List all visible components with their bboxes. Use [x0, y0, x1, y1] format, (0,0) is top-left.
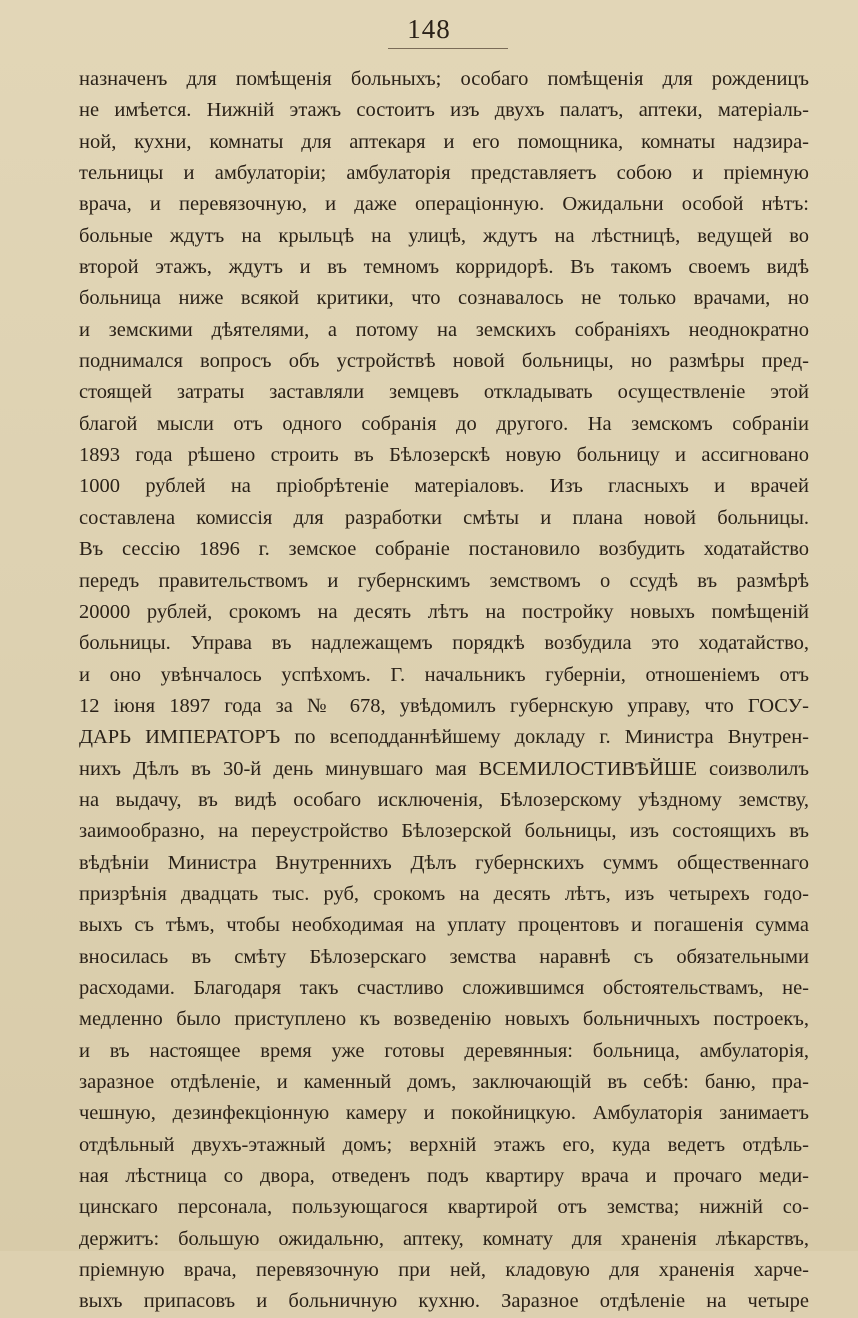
- text-line: больницы. Управа въ надлежащемъ порядкѣ возбудила это ходатайство,: [79, 632, 809, 655]
- text-line: вѣдѣніи Министра Внутреннихъ Дѣлъ губернскихъ суммъ общественнаго: [79, 851, 809, 874]
- text-line: ная лѣстница со двора, отведенъ подъ квартиру врача и прочаго меди-: [79, 1165, 809, 1188]
- text-line: заразное отдѣленіе, и каменный домъ, заключающій въ себѣ: баню, пра-: [79, 1071, 809, 1093]
- text-line: заимообразно, на переустройство Бѣлозерской больницы, изъ состоящихъ въ: [79, 820, 809, 843]
- text-line: медленно было приступлено къ возведенію новыхъ больничныхъ построекъ,: [79, 1008, 809, 1031]
- text-line: 12 іюня 1897 года за № 678, увѣдомилъ губернскую управу, что ГОСУ-: [79, 694, 809, 717]
- text-line: стоящей затраты заставляли земцевъ откладывать осуществленіе этой: [79, 381, 809, 404]
- text-line: 1000 рублей на пріобрѣтеніе матеріаловъ. Изъ гласныхъ и врачей: [79, 475, 809, 498]
- text-line: больные ждутъ на крыльцѣ на улицѣ, ждутъ на лѣстницѣ, ведущей во: [79, 224, 809, 247]
- text-line: передъ правительствомъ и губернскимъ земствомъ о ссудѣ въ размѣрѣ: [79, 569, 809, 592]
- text-line: держитъ: большую ожидальню, аптеку, комнату для храненія лѣкарствъ,: [79, 1227, 809, 1250]
- header-rule: [388, 48, 508, 49]
- body-text: [79, 64, 809, 1318]
- text-line: выхъ припасовъ и больничную кухню. Заразное отдѣленіе на четыре: [79, 1290, 809, 1313]
- text-line: нихъ Дѣлъ въ 30-й день минувшаго мая ВСЕМИЛОСТИВѢЙШЕ соизволилъ: [79, 757, 809, 780]
- text-line: выхъ съ тѣмъ, чтобы необходимая на уплату процентовъ и погашенія сумма: [79, 914, 809, 937]
- text-line: поднимался вопросъ объ устройствѣ новой больницы, но размѣры пред-: [79, 350, 809, 373]
- text-line: расходами. Благодаря такъ счастливо сложившимся обстоятельствамъ, не-: [79, 976, 809, 999]
- text-line: тельницы и амбулаторіи; амбулаторія представляетъ собою и пріемную: [79, 162, 809, 185]
- text-line: и оно увѣнчалось успѣхомъ. Г. начальникъ губерніи, отношеніемъ отъ: [79, 663, 809, 686]
- text-line: пріемную врача, перевязочную при ней, кладовую для храненія харче-: [79, 1259, 809, 1282]
- text-line: Въ сессію 1896 г. земское собраніе постановило возбудить ходатайство: [79, 538, 809, 561]
- text-line: цинскаго персонала, пользующагося квартирой отъ земства; нижній со-: [79, 1196, 809, 1219]
- text-line: чешную, дезинфекціонную камеру и покойницкую. Амбулаторія занимаетъ: [79, 1102, 809, 1125]
- text-line: второй этажъ, ждутъ и въ темномъ корридорѣ. Въ такомъ своемъ видѣ: [79, 256, 809, 279]
- text-line: вносилась въ смѣту Бѣлозерскаго земства наравнѣ съ обязательными: [79, 945, 809, 968]
- page-number: 148: [407, 14, 451, 44]
- text-line: призрѣнія двадцать тыс. руб, срокомъ на десять лѣтъ, изъ четырехъ годо-: [79, 882, 809, 905]
- text-line: 1893 года рѣшено строить въ Бѣлозерскѣ новую больницу и ассигновано: [79, 444, 809, 467]
- text-line: и въ настоящее время уже готовы деревянныя: больница, амбулаторія,: [79, 1039, 809, 1062]
- text-line: больница ниже всякой критики, что сознавалось не только врачами, но: [79, 287, 809, 310]
- text-line: не имѣется. Нижній этажъ состоитъ изъ двухъ палатъ, аптеки, матеріаль-: [79, 99, 809, 122]
- text-line: на выдачу, въ видѣ особаго исключенія, Бѣлозерскому уѣздному земству,: [79, 788, 809, 811]
- text-line: составлена комиссія для разработки смѣты и плана новой больницы.: [79, 506, 809, 529]
- text-line: благой мысли отъ одного собранія до другого. На земскомъ собраніи: [79, 412, 809, 435]
- text-line: и земскими дѣятелями, а потому на земскихъ собраніяхъ неоднократно: [79, 318, 809, 341]
- text-line: отдѣльный двухъ-этажный домъ; верхній этажъ его, куда ведетъ отдѣль-: [79, 1133, 809, 1156]
- text-line: ной, кухни, комнаты для аптекаря и его помощника, комнаты надзира-: [79, 130, 809, 153]
- text-line: назначенъ для помѣщенія больныхъ; особаго помѣщенія для рожденицъ: [79, 68, 809, 90]
- text-line: врача, и перевязочную, и даже операціонную. Ожидальни особой нѣтъ:: [79, 193, 809, 216]
- text-line: ДАРЬ ИМПЕРАТОРЪ по всеподданнѣйшему докладу г. Министра Внутрен-: [79, 726, 809, 749]
- text-line: 20000 рублей, срокомъ на десять лѣтъ на постройку новыхъ помѣщеній: [79, 600, 809, 623]
